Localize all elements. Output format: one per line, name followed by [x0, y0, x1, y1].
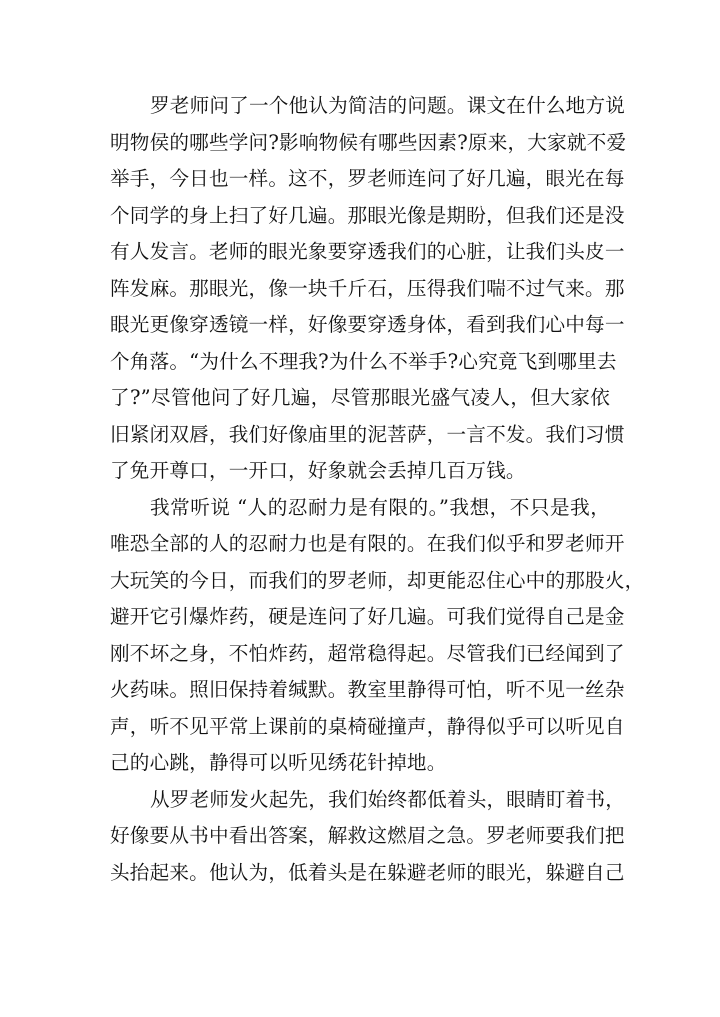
- paragraph-2-line-6: 火药味。照旧保持着缄默。教室里静得可怕，听不见一丝杂: [110, 678, 625, 701]
- paragraph-1-line-5: 有人发言。老师的眼光象要穿透我们的心脏，让我们头皮一: [110, 240, 625, 263]
- paragraph-1-line-4: 个同学的身上扫了好几遍。那眼光像是期盼，但我们还是没: [110, 203, 625, 227]
- paragraph-2-line-5: 刚不坏之身，不怕炸药，超常稳得起。尽管我们已经闻到了: [110, 641, 625, 665]
- paragraph-3-line-2: 好像要从书中看出答案，解救这燃眉之急。罗老师要我们把: [110, 824, 625, 847]
- paragraph-3-line-3: 头抬起来。他认为，低着头是在躲避老师的眼光，躲避自己: [110, 860, 625, 884]
- paragraph-1-line-1: 罗老师问了一个他认为简洁的问题。课文在什么地方说: [150, 94, 626, 117]
- paragraph-2-line-1: 我常听说 “人的忍耐力是有限的。”我想，不只是我，: [150, 495, 610, 519]
- paragraph-3-line-1: 从罗老师发火起先，我们始终都低着头，眼睛盯着书，: [150, 787, 626, 811]
- paragraph-1-line-11: 了免开尊口，一开口，好象就会丢掉几百万钱。: [110, 459, 526, 482]
- paragraph-1-line-8: 个角落。“为什么不理我?为什么不举手?心究竟飞到哪里去: [110, 349, 617, 373]
- paragraph-2-line-4: 避开它引爆炸药，硬是连问了好几遍。可我们觉得自己是金: [110, 605, 625, 628]
- essay-body: [110, 88, 645, 891]
- paragraph-1-line-3: 举手，今日也一样。这不，罗老师连问了好几遍，眼光在每: [110, 167, 625, 190]
- paragraph-2-line-7: 声，听不见平常上课前的桌椅碰撞声，静得似乎可以听见自: [110, 714, 625, 738]
- paragraph-2-line-2: 唯恐全部的人的忍耐力也是有限的。在我们似乎和罗老师开: [110, 532, 625, 555]
- paragraph-1-line-2: 明物侯的哪些学问?影响物候有哪些因素?原来，大家就不爱: [110, 130, 627, 154]
- paragraph-1-line-7: 眼光更像穿透镜一样，好像要穿透身体，看到我们心中每一: [110, 313, 625, 336]
- paragraph-2-line-3: 大玩笑的今日，而我们的罗老师，却更能忍住心中的那股火，: [110, 568, 645, 592]
- paragraph-2-line-8: 己的心跳，静得可以听见绣花针掉地。: [110, 751, 447, 774]
- paragraph-1-line-10: 旧紧闭双唇，我们好像庙里的泥菩萨，一言不发。我们习惯: [110, 422, 625, 446]
- paragraph-1-line-6: 阵发麻。那眼光，像一块千斤石，压得我们喘不过气来。那: [110, 276, 625, 300]
- paragraph-1-line-9: 了?”尽管他问了好几遍，尽管那眼光盛气凌人，但大家依: [110, 386, 610, 409]
